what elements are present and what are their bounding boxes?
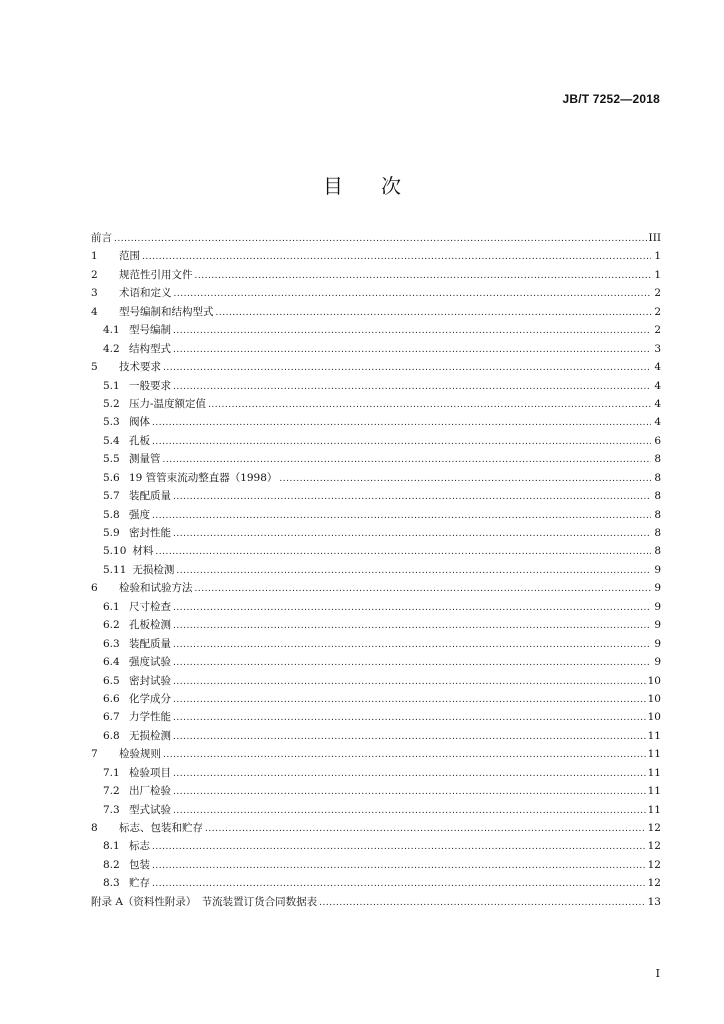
toc-entry-page: 12 xyxy=(647,858,661,871)
toc-entry-number: 6.8 xyxy=(103,729,120,742)
toc-entry-title: 测量管 xyxy=(129,453,161,466)
toc-leader-dots xyxy=(173,802,646,820)
standard-code: JB/T 7252—2018 xyxy=(562,92,660,106)
toc-entry-number: 6.5 xyxy=(103,674,120,687)
toc-entry-title: 附录 A（资料性附录） 节流装置订货合同数据表 xyxy=(91,895,318,908)
toc-entry-page: 9 xyxy=(654,600,661,613)
toc-entry[interactable] xyxy=(91,598,661,616)
toc-entry-title: 检验规则 xyxy=(119,748,161,761)
toc-entry-page: 9 xyxy=(654,637,661,650)
toc-entry-page: 11 xyxy=(647,785,661,798)
toc-leader-dots xyxy=(173,488,651,506)
toc-entry[interactable] xyxy=(91,690,661,708)
toc-leader-dots xyxy=(152,414,651,432)
toc-entry[interactable] xyxy=(91,635,661,653)
toc-entry[interactable] xyxy=(91,266,661,284)
toc-leader-dots xyxy=(163,451,652,469)
toc-entry-number: 5.11 xyxy=(103,563,127,576)
toc-leader-dots xyxy=(142,248,651,266)
toc-entry[interactable] xyxy=(91,542,661,560)
toc-entry-number: 8 xyxy=(91,822,98,834)
toc-entry[interactable] xyxy=(91,708,661,726)
toc-entry-title: 力学性能 xyxy=(129,711,171,724)
toc-entry[interactable] xyxy=(91,247,661,265)
toc-leader-dots xyxy=(163,359,651,377)
toc-entry-page: 12 xyxy=(647,822,661,834)
toc-entry[interactable] xyxy=(91,395,661,413)
toc-entry-page: 4 xyxy=(654,379,661,392)
toc-leader-dots xyxy=(195,580,652,598)
toc-leader-dots xyxy=(208,396,651,414)
toc-entry-number: 8.3 xyxy=(103,877,120,890)
toc-entry-page: 2 xyxy=(654,324,661,337)
toc-leader-dots xyxy=(152,433,651,451)
toc-entry-number: 7.3 xyxy=(103,803,120,816)
toc-entry-number: 6.2 xyxy=(103,619,120,632)
toc-entry-title: 密封试验 xyxy=(129,674,171,687)
toc-leader-dots xyxy=(173,599,651,617)
toc-entry-page: III xyxy=(648,232,661,244)
toc-entry-number: 4 xyxy=(91,305,98,318)
toc-entry-title: 孔板 xyxy=(129,434,150,447)
toc-entry[interactable] xyxy=(91,727,661,745)
toc-entry-title: 装配质量 xyxy=(129,637,171,650)
toc-entry-title: 型号编制 xyxy=(129,324,171,337)
toc-entry-title: 压力-温度额定值 xyxy=(129,397,207,410)
toc-entry-title: 技术要求 xyxy=(119,361,161,374)
page-title: 目次 xyxy=(323,174,439,198)
toc-entry-number: 4.2 xyxy=(103,342,120,355)
toc-entry-page: 10 xyxy=(647,674,661,687)
toc-entry-title: 一般要求 xyxy=(129,379,171,392)
toc-entry[interactable] xyxy=(91,469,661,487)
toc-leader-dots xyxy=(152,507,651,525)
toc-entry-number: 6.6 xyxy=(103,692,120,705)
toc-entry-page: 9 xyxy=(654,656,661,669)
toc-entry[interactable] xyxy=(91,284,661,302)
toc-entry[interactable] xyxy=(91,893,661,911)
toc-entry-title: 孔板检测 xyxy=(129,619,171,632)
toc-entry-number: 6.4 xyxy=(103,656,120,669)
toc-entry[interactable] xyxy=(91,377,661,395)
toc-entry-title: 结构型式 xyxy=(129,342,171,355)
toc-entry[interactable] xyxy=(91,653,661,671)
toc-entry-number: 3 xyxy=(91,287,98,300)
toc-entry-title: 标志 xyxy=(129,840,150,853)
toc-entry[interactable] xyxy=(91,801,661,819)
toc-entry-page: 8 xyxy=(654,527,661,539)
toc-entry-number: 7.1 xyxy=(103,766,120,779)
toc-entry-page: 8 xyxy=(654,471,661,484)
toc-entry[interactable] xyxy=(91,561,661,579)
toc-entry-page: 1 xyxy=(654,250,661,263)
toc-entry-title: 术语和定义 xyxy=(119,287,172,300)
toc-entry[interactable] xyxy=(91,764,661,782)
toc-entry-page: 6 xyxy=(654,434,661,447)
toc-leader-dots xyxy=(173,691,646,709)
toc-entry-number: 5.5 xyxy=(103,453,120,466)
toc-leader-dots xyxy=(216,304,652,322)
toc-entry-title: 19 管管束流动整直器（1998） xyxy=(129,471,278,484)
toc-entry-number: 2 xyxy=(91,268,98,281)
toc-entry-number: 6.7 xyxy=(103,711,120,724)
toc-entry-title: 密封性能 xyxy=(129,527,171,539)
toc-entry[interactable] xyxy=(91,782,661,800)
toc-entry-number: 6 xyxy=(91,582,98,595)
toc-leader-dots xyxy=(152,875,646,893)
toc-entry-number: 5.1 xyxy=(103,379,120,392)
toc-entry-title: 包装 xyxy=(129,858,150,871)
toc-entry-page: 13 xyxy=(647,895,661,908)
toc-entry[interactable] xyxy=(91,487,661,505)
toc-leader-dots xyxy=(152,838,646,856)
toc-entry[interactable] xyxy=(91,856,661,874)
toc-entry-number: 5.8 xyxy=(103,508,120,521)
toc-entry-page: 8 xyxy=(654,508,661,521)
toc-leader-dots xyxy=(173,673,646,691)
page-number: I xyxy=(655,967,660,980)
toc-leader-dots xyxy=(173,709,646,727)
toc-entry-number: 6.3 xyxy=(103,637,120,650)
toc-entry-page: 2 xyxy=(654,287,661,300)
toc-entry-number: 5.9 xyxy=(103,527,120,539)
toc-entry-page: 2 xyxy=(654,305,661,318)
toc-entry-title: 无损检测 xyxy=(129,729,171,742)
toc-entry-title: 出厂检验 xyxy=(129,785,171,798)
toc-entry-page: 10 xyxy=(647,692,661,705)
toc-entry-page: 4 xyxy=(654,416,661,429)
toc-entry-title: 检验和试验方法 xyxy=(119,582,193,595)
toc-entry-page: 8 xyxy=(654,490,661,503)
toc-leader-dots xyxy=(114,230,647,248)
toc-leader-dots xyxy=(173,617,651,635)
toc-leader-dots xyxy=(279,470,651,488)
toc-entry-page: 12 xyxy=(647,877,661,890)
toc-leader-dots xyxy=(173,783,646,801)
toc-entry-title: 强度试验 xyxy=(129,656,171,669)
toc-entry-page: 11 xyxy=(647,729,661,742)
toc-entry-number: 8.1 xyxy=(103,840,120,853)
toc-entry[interactable] xyxy=(91,524,661,542)
toc-entry[interactable] xyxy=(91,745,661,763)
toc-entry[interactable] xyxy=(91,450,661,468)
toc-entry-title: 装配质量 xyxy=(129,490,171,503)
toc-entry-number: 5 xyxy=(91,361,98,374)
toc-entry-title: 型式试验 xyxy=(129,803,171,816)
toc-entry[interactable] xyxy=(91,506,661,524)
toc-entry-number: 7 xyxy=(91,748,98,761)
toc-entry-title: 强度 xyxy=(129,508,150,521)
toc-leader-dots xyxy=(163,746,646,764)
toc-entry-title: 阀体 xyxy=(129,416,150,429)
toc-leader-dots xyxy=(173,765,646,783)
toc-leader-dots xyxy=(176,562,651,580)
toc-entry[interactable] xyxy=(91,303,661,321)
toc-entry-page: 4 xyxy=(654,361,661,374)
toc-leader-dots xyxy=(152,857,646,875)
toc-entry-page: 11 xyxy=(647,803,661,816)
toc-entry-page: 3 xyxy=(654,342,661,355)
toc-leader-dots xyxy=(155,543,651,561)
toc-entry-title: 化学成分 xyxy=(129,692,171,705)
toc-entry-number: 7.2 xyxy=(103,785,120,798)
toc-entry-number: 5.2 xyxy=(103,397,120,410)
toc-entry[interactable] xyxy=(91,837,661,855)
toc-entry-number: 5.3 xyxy=(103,416,120,429)
toc-entry-title: 材料 xyxy=(132,545,154,558)
toc-entry-title: 贮存 xyxy=(129,877,150,890)
toc-entry-number: 1 xyxy=(91,250,98,263)
toc-entry-page: 1 xyxy=(654,268,661,281)
toc-entry-title: 型号编制和结构型式 xyxy=(119,305,214,318)
toc-entry-page: 9 xyxy=(654,619,661,632)
toc-entry[interactable] xyxy=(91,413,661,431)
toc-entry-number: 5.6 xyxy=(103,471,120,484)
toc-entry[interactable] xyxy=(91,819,661,837)
toc-entry-number: 5.4 xyxy=(103,434,120,447)
toc-entry[interactable] xyxy=(91,579,661,597)
toc-leader-dots xyxy=(173,341,651,359)
toc-leader-dots xyxy=(195,267,652,285)
toc-leader-dots xyxy=(173,654,651,672)
toc-entry[interactable] xyxy=(91,616,661,634)
toc-entry-title: 标志、包装和贮存 xyxy=(119,822,203,834)
toc-leader-dots xyxy=(173,728,646,746)
toc-entry[interactable] xyxy=(91,229,661,247)
toc-entry-page: 10 xyxy=(647,711,661,724)
toc-entry-page: 9 xyxy=(654,582,661,595)
toc-entry[interactable] xyxy=(91,432,661,450)
toc-entry-title: 检验项目 xyxy=(129,766,171,779)
toc-entry-title: 规范性引用文件 xyxy=(119,268,193,281)
toc-entry-title: 尺寸检查 xyxy=(129,600,171,613)
toc-entry[interactable] xyxy=(91,672,661,690)
toc-entry[interactable] xyxy=(91,321,661,339)
toc-entry-page: 11 xyxy=(647,748,661,761)
toc-entry-page: 8 xyxy=(654,453,661,466)
toc-leader-dots xyxy=(173,322,651,340)
toc-leader-dots xyxy=(173,636,651,654)
toc-entry-title: 前言 xyxy=(91,232,112,244)
toc-entry-title: 无损检测 xyxy=(132,563,175,576)
toc-entry-number: 8.2 xyxy=(103,858,120,871)
toc-leader-dots xyxy=(205,820,646,838)
toc-leader-dots xyxy=(319,894,645,912)
toc-entry-page: 9 xyxy=(654,563,661,576)
toc-entry-page: 8 xyxy=(654,545,661,558)
toc-entry[interactable] xyxy=(91,340,661,358)
toc-entry-title: 范围 xyxy=(119,250,140,263)
toc-entry-number: 5.10 xyxy=(103,545,127,558)
toc-entry-page: 12 xyxy=(647,840,661,853)
toc-entry-number: 5.7 xyxy=(103,490,120,503)
toc-leader-dots xyxy=(173,525,651,543)
toc-entry-page: 11 xyxy=(647,766,661,779)
toc-leader-dots xyxy=(174,285,652,303)
toc-entry-number: 4.1 xyxy=(103,324,120,337)
toc-leader-dots xyxy=(173,378,651,396)
toc-entry[interactable] xyxy=(91,874,661,892)
toc-entry[interactable] xyxy=(91,358,661,376)
toc-entry-number: 6.1 xyxy=(103,600,120,613)
toc-entry-page: 4 xyxy=(654,397,661,410)
table-of-contents xyxy=(91,229,661,911)
